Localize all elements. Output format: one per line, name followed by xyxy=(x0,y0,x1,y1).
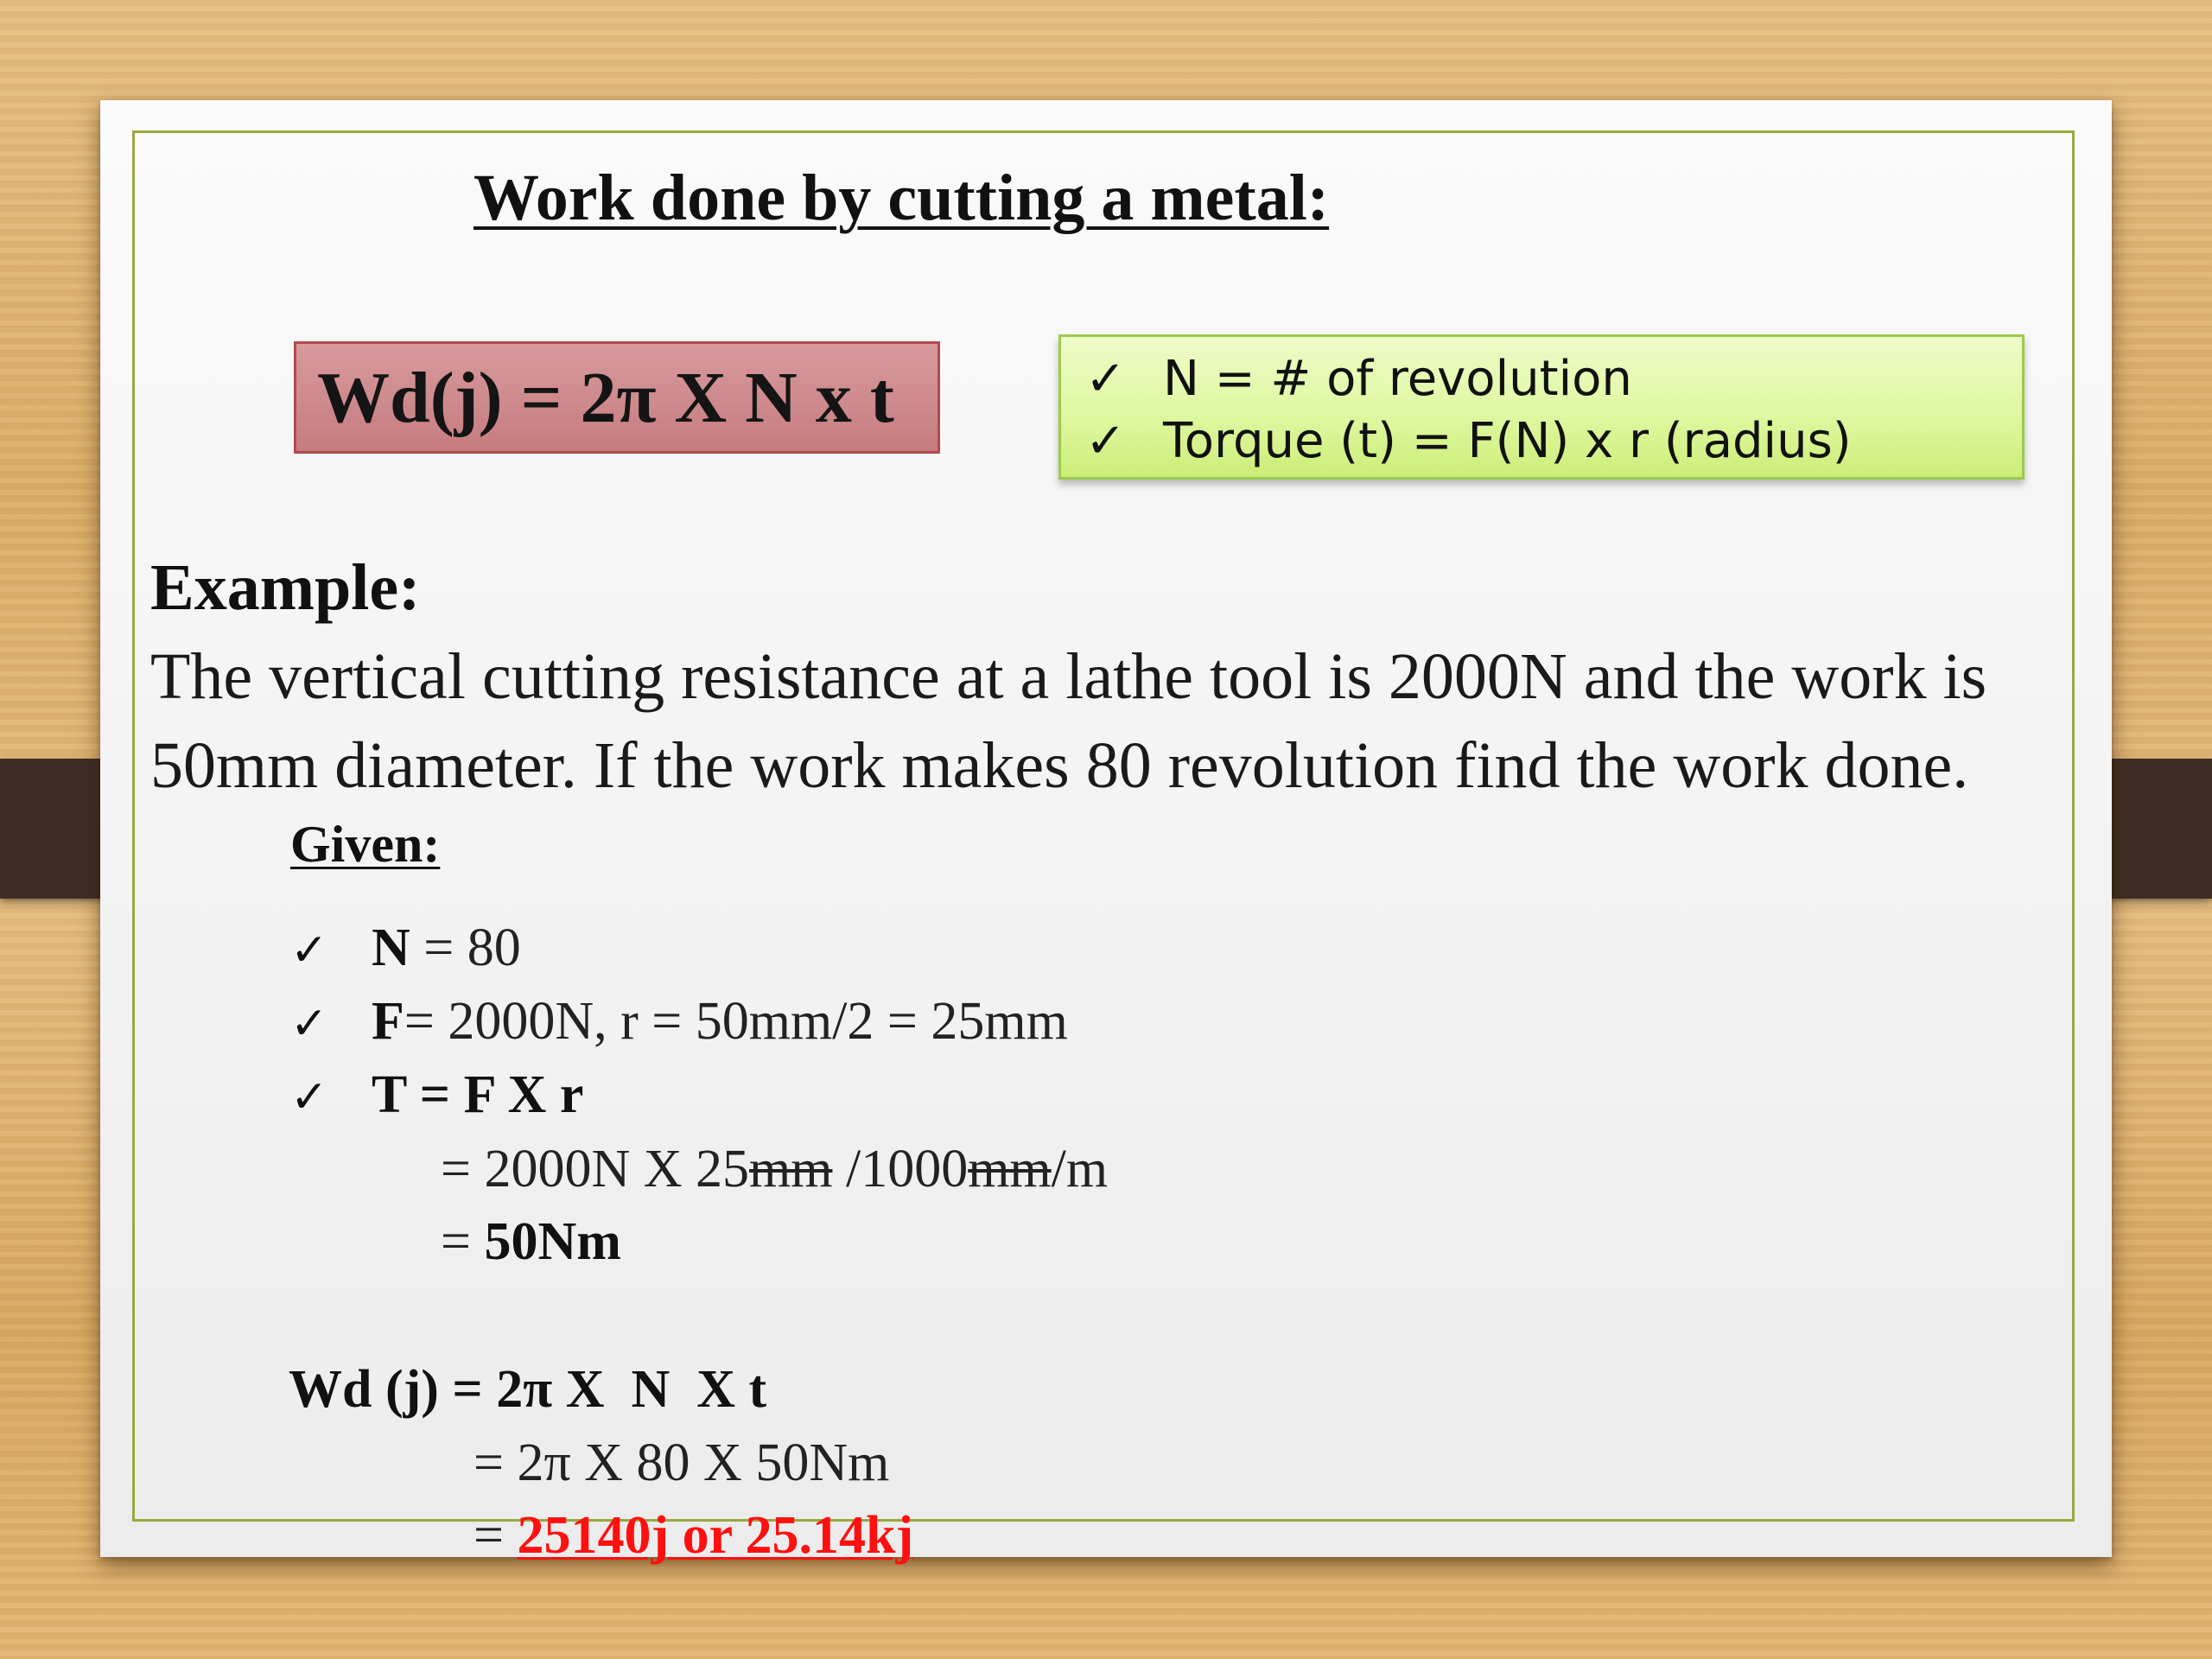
torque-calc-step xyxy=(441,1139,1108,1200)
variable-n: N xyxy=(372,918,410,977)
work-calc-step: = 2π X 80 X 50Nm xyxy=(474,1433,890,1492)
cancelled-unit: mm xyxy=(968,1140,1052,1198)
torque-expression: T = F X r xyxy=(372,1065,584,1124)
given-item-t xyxy=(290,1065,583,1126)
work-result xyxy=(474,1505,913,1567)
work-formula: Wd (j) = 2π X N X t xyxy=(289,1360,767,1419)
calc-text: /m xyxy=(1051,1140,1109,1198)
checkmark-icon: ✓ xyxy=(1085,350,1126,407)
formula-text: Wd(j) = 2π X N x t xyxy=(317,357,894,438)
definition-item xyxy=(1085,410,2022,472)
checkmark-icon: ✓ xyxy=(290,1071,328,1123)
cancelled-unit: mm xyxy=(749,1140,833,1198)
calc-text: = xyxy=(441,1212,485,1271)
torque-result xyxy=(441,1211,621,1273)
given-item-n xyxy=(290,918,521,979)
calc-text: = xyxy=(474,1506,518,1565)
given-item-f xyxy=(290,991,1068,1052)
calc-text: = 2000N X 25 xyxy=(441,1140,750,1198)
variable-f: F xyxy=(372,992,404,1051)
given-heading: Given: xyxy=(290,816,441,873)
problem-statement-line: 50mm diameter. If the work makes 80 revolution find the work done. xyxy=(150,729,1969,802)
formula-box xyxy=(294,341,940,454)
given-value: = 2000N, r = 50mm/2 = 25mm xyxy=(404,992,1068,1051)
definition-item xyxy=(1085,347,2022,410)
problem-statement-line: The vertical cutting resistance at a lathe tool is 2000N and the work is xyxy=(150,640,1987,713)
definition-text: N = # of revolution xyxy=(1163,350,1632,407)
definition-text: Torque (t) = F(N) x r (radius) xyxy=(1163,412,1852,469)
checkmark-icon: ✓ xyxy=(290,998,328,1050)
slide-title: Work done by cutting a metal: xyxy=(474,162,1330,234)
definitions-box xyxy=(1058,334,2024,480)
given-value: = 80 xyxy=(410,918,521,977)
checkmark-icon: ✓ xyxy=(1085,412,1126,469)
final-answer: 25140j or 25.14kj xyxy=(517,1506,914,1565)
calc-text: /1000 xyxy=(832,1140,969,1198)
torque-value: 50Nm xyxy=(484,1212,621,1271)
checkmark-icon: ✓ xyxy=(290,925,328,976)
example-heading: Example: xyxy=(150,551,421,624)
